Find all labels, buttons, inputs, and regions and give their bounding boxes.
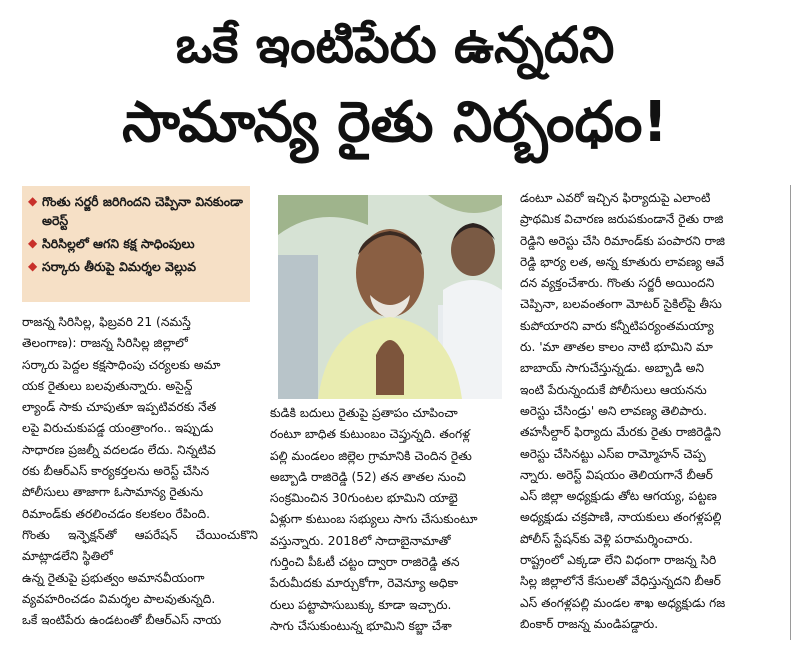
text-line: రెడ్డి భార్య లత, అన్న కూతురు లావణ్య ఆవే: [520, 254, 725, 269]
highlight-item: [28, 257, 244, 276]
text-line: వస్తున్నారు. 2018లో సాదాబైనామాతో: [270, 533, 451, 548]
text-line: సిల్ల జిల్లాలోనే కేసులతో వేధిస్తున్నదని బీఆర్: [520, 574, 721, 589]
headline-line-2: సామాన్య రైతు నిర్బంధం!: [122, 90, 668, 155]
text-line: ఉన్న రైతుపై ప్రభుత్వం అమానవీయంగా: [22, 570, 205, 585]
text-line: గుర్తించి పీఓటీ చట్టం ద్వారా రాజిరెడ్డి తన: [270, 555, 460, 570]
column-divider: [790, 185, 791, 640]
highlight-item: [28, 234, 244, 253]
text-line: సాధారణ ప్రజల్నీ వదలడం లేదు. నిన్నటివ: [22, 442, 216, 457]
text-line: కుపోయారని వారు కన్నీటిపర్యంతమయ్యా: [520, 318, 714, 333]
text-line: సర్కారు పెద్దల కక్షసాధింపు చర్యలకు అమా: [22, 357, 221, 372]
text-line: ఒకే ఇంటిపేరు ఉండటంతో బీఆర్ఎస్ నాయ: [22, 613, 222, 628]
highlights-box: [22, 186, 250, 302]
bullet-icon: ◆: [28, 259, 38, 273]
highlight-text: సిరిసిల్లలో ఆగని కక్ష సాధింపులు: [42, 236, 195, 251]
farmer-photo-illustration: [278, 195, 502, 399]
text-line: ప్రాథమిక విచారణ జరుపకుండానే రైతు రాజి: [520, 212, 724, 227]
text-line: సంక్రమించిన 30గుంటల భూమిని యాభై: [270, 491, 458, 506]
highlight-text: సర్కారు తీరుపై విమర్శల వెల్లువ: [42, 259, 197, 274]
text-line: రాష్ట్రంలో ఎక్కడా లేని విధంగా రాజన్న సిరి: [520, 553, 717, 568]
text-line: తెలంగాణ): రాజన్న సిరిసిల్ల జిల్లాలో: [22, 336, 188, 351]
text-line: రిమాండ్‌కు తరలించడం కలకలం రేపింది.: [22, 506, 211, 521]
bullet-icon: ◆: [28, 236, 38, 250]
text-line: బాబాయ్ సాగుచేస్తున్నడు. అబ్బాడి అని: [520, 361, 705, 376]
text-line: అరెస్టు చేసిండ్రు' అని లావణ్య తెలిపారు.: [520, 403, 708, 418]
text-line: దన వ్యక్తంచేశారు. గొంతు సర్జరీ అయిందని: [520, 276, 715, 291]
text-line: చెప్పినా, బలవంతంగా మోటర్ సైకిల్‌పై తీసు: [520, 297, 722, 312]
text-line: బింకార్ రాజన్న మండిపడ్డారు.: [520, 616, 659, 631]
text-line: అరెస్టు చేసినట్టు ఎస్ఐ రామ్మోహన్ చెప్ప: [520, 446, 706, 461]
text-line: ల్యాండ్ సాకు చూపుతూ ఇప్పటివరకు నేత: [22, 400, 217, 415]
text-line: యక రైతులు బలవుతున్నారు. అసైన్డ్: [22, 378, 193, 393]
text-line: వ్యవహరించడం విమర్శల పాలవుతున్నది.: [22, 591, 216, 606]
text-line: అధ్యక్షుడు చక్రపాణి, నాయకులు తంగళ్లపల్లి: [520, 510, 722, 525]
text-line: కుడికి బదులు రైతుపై ప్రతాపం చూపించా: [270, 406, 458, 420]
text-line: పోలీసులు తాజాగా ఓసామాన్య రైతును: [22, 485, 204, 500]
text-line: రాజన్న సిరిసిల్ల, ఫిబ్రవరి 21 (నమస్తే: [22, 315, 191, 329]
text-line: రు. 'మా తాతల కాలం నాటి భూమిని మా: [520, 340, 713, 355]
text-line: అబ్బాడి రాజిరెడ్డి (52) తన తాతల నుంచి: [270, 469, 466, 484]
text-line: ఎస్ జిల్లా అధ్యక్షుడు తోట ఆగయ్య, పట్టణ: [520, 489, 717, 504]
article-column-3: [520, 188, 772, 635]
article-column-1: [22, 312, 258, 631]
text-line: ఎస్ తంగళ్లపల్లి మండల శాఖ అధ్యక్షుడు గజ: [520, 595, 726, 610]
highlight-text: గొంతు సర్జరీ జరిగిందని చెప్పినా వినకుండా అరెస్ట్: [42, 194, 243, 228]
text-line: లపై విరుచుకుపడ్డ యంత్రాంగం.. ఇప్పుడు: [22, 421, 214, 436]
bullet-icon: ◆: [28, 194, 38, 208]
text-line: రంటూ బాధిత కుటుంబం చెప్తున్నది. తంగళ్ల: [270, 427, 471, 442]
text-line: పేరుమీదకు మార్చుకోగా, రెవెన్యూ అధికా: [270, 576, 459, 591]
text-line: సాగు చేసుకుంటున్న భూమిని కబ్జా చేశా: [270, 618, 452, 633]
text-line: ఇంటి పేరున్నందుకే పోలీసులు ఆయనను: [520, 382, 707, 397]
text-line: పల్లి మండలం జిల్లెల గ్రామానికి చెందిన రైతు: [270, 448, 472, 463]
text-line: ఏళ్లుగా కుటుంబ సభ్యులు సాగు చేసుకుంటూ: [270, 512, 478, 527]
headline: [0, 0, 790, 164]
news-photo: [278, 195, 502, 399]
text-line: రకు బీఆర్ఎస్ కార్యకర్తలను అరెస్ట్ చేసిన: [22, 464, 210, 479]
text-line: పోలీస్ స్టేషన్‌కు వెళ్లి పరామర్శించారు.: [520, 531, 693, 546]
text-line: గొంతు ఇన్ఫెక్షన్‌తో ఆపరేషన్ చేయించుకొని మాట్లాడలేని స్థితిలో: [22, 527, 258, 564]
headline-line-1: ఒకే ఇంటిపేరు ఉన్నదని: [175, 16, 615, 74]
highlight-item: [28, 192, 244, 230]
text-line: రులు పట్టాపాసుబుక్కు కూడా ఇచ్చారు.: [270, 597, 452, 612]
article-column-2: [270, 403, 510, 637]
text-line: డంటూ ఎవరో ఇచ్చిన ఫిర్యాదుపై ఎలాంటి: [520, 191, 711, 205]
text-line: రెడ్డిని అరెస్టు చేసి రిమాండ్‌కు పంపారని రాజి: [520, 233, 725, 248]
text-line: తహసీల్దార్ ఫిర్యాదు మేరకు రైతు రాజిరెడ్డిని: [520, 425, 721, 440]
text-line: న్నారు. అరెస్ట్ విషయం తెలియగానే బీఆర్: [520, 467, 713, 482]
